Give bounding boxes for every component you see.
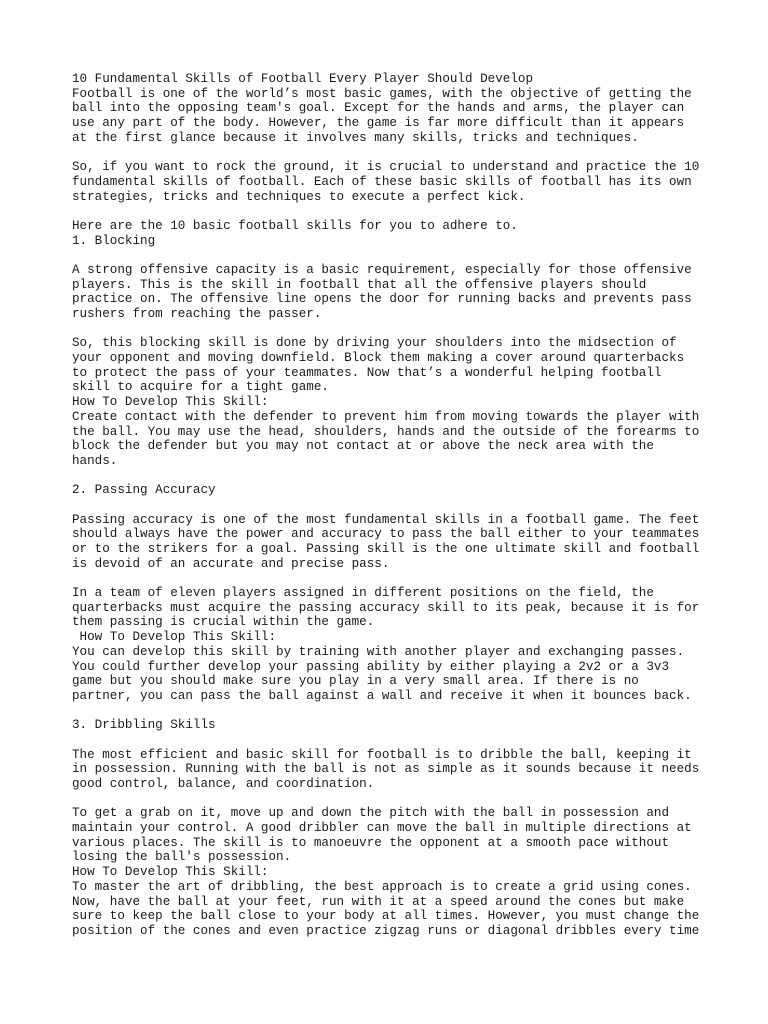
paragraph-spacer	[72, 704, 702, 719]
intro-line: ball into the opposing team's goal. Except for the hands and arms, the player can	[72, 101, 685, 116]
dribbling-paragraph-line: losing the ball's possession.	[72, 850, 292, 865]
blocking-paragraph-line: to protect the pass of your teammates. Now that’s a wonderful helping football	[72, 365, 662, 380]
paragraph-spacer	[72, 322, 702, 337]
dribbling-howto-line: Now, have the ball at your feet, run with it at a speed around the cones but make	[72, 894, 685, 909]
blocking-howto-line: Create contact with the defender to prevent him from moving towards the player with	[72, 409, 700, 424]
intro2-line: So, if you want to rock the ground, it is crucial to understand and practice the 10	[72, 160, 700, 175]
blocking-howto-line: the ball. You may use the head, shoulders, hands and the outside of the forearms to	[72, 424, 700, 439]
passing-paragraph-line: or to the strikers for a goal. Passing skill is the one ultimate skill and football	[72, 542, 700, 556]
passing-paragraph-line: them passing is crucial within the game.	[72, 615, 375, 630]
paragraph-spacer	[72, 204, 702, 219]
document-title: 10 Fundamental Skills of Football Every Player Should Develop	[72, 72, 534, 86]
dribbling-paragraph-line: various places. The skill is to manoeuvre the opponent at a smooth pace without	[72, 835, 670, 850]
blocking-paragraph-line: players. This is the skill in football that all the offensive players should	[72, 277, 647, 292]
passing-howto-line: game but you should make sure you play in a very small area. If there is no	[72, 674, 639, 689]
blocking-paragraph-line: So, this blocking skill is done by driving your shoulders into the midsection of	[72, 336, 677, 351]
dribbling-paragraph-line: good control, balance, and coordination.	[72, 777, 375, 791]
how-to-develop-heading: How To Develop This Skill:	[72, 395, 269, 410]
intro2-line: strategies, tricks and techniques to execute a perfect kick.	[72, 189, 526, 204]
document-page	[72, 72, 702, 939]
intro-line: Football is one of the world’s most basic games, with the objective of getting the	[72, 86, 692, 101]
dribbling-paragraph-line: maintain your control. A good dribbler can move the ball in multiple directions at	[72, 821, 692, 836]
list-intro: Here are the 10 basic football skills for you to adhere to.	[72, 218, 518, 233]
blocking-paragraph-line: rushers from reaching the passer.	[72, 307, 322, 321]
dribbling-paragraph-line: in possession. Running with the ball is not as simple as it sounds because it needs	[72, 762, 700, 777]
paragraph-spacer	[72, 248, 702, 263]
paragraph-spacer	[72, 792, 702, 807]
dribbling-paragraph-line: The most efficient and basic skill for football is to dribble the ball, keeping it	[72, 747, 692, 762]
section-heading-passing: 2. Passing Accuracy	[72, 483, 216, 498]
dribbling-paragraph-line: To get a grab on it, move up and down the pitch with the ball in possession and	[72, 806, 670, 821]
passing-paragraph-line: quarterbacks must acquire the passing accuracy skill to its peak, because it is for	[72, 600, 700, 615]
passing-paragraph-line: is devoid of an accurate and precise pass.	[72, 556, 390, 571]
blocking-paragraph-line: practice on. The offensive line opens the door for running backs and prevents pass	[72, 292, 692, 307]
intro-line: at the first glance because it involves many skills, tricks and techniques.	[72, 130, 639, 145]
dribbling-howto-line: To master the art of dribbling, the best approach is to create a grid using cones.	[72, 879, 692, 894]
passing-howto-line: You could further develop your passing ability by either playing a 2v2 or a 3v3	[72, 659, 670, 674]
passing-howto-line: You can develop this skill by training with another player and exchanging passes.	[72, 644, 685, 659]
passing-paragraph-line: Passing accuracy is one of the most fundamental skills in a football game. The feet	[72, 512, 700, 527]
section-heading-blocking: 1. Blocking	[72, 233, 156, 248]
blocking-howto-line: hands.	[72, 453, 118, 468]
passing-paragraph-line: should always have the power and accuracy to pass the ball either to your teammates	[72, 527, 700, 542]
paragraph-spacer	[72, 469, 702, 484]
paragraph-spacer	[72, 498, 702, 513]
blocking-paragraph-line: A strong offensive capacity is a basic requirement, especially for those offensive	[72, 262, 692, 277]
how-to-develop-heading: How To Develop This Skill:	[72, 630, 277, 645]
intro2-line: fundamental skills of football. Each of these basic skills of football has its own	[72, 174, 692, 189]
blocking-paragraph-line: your opponent and moving downfield. Block them making a cover around quarterbacks	[72, 351, 685, 366]
passing-howto-line: partner, you can pass the ball against a wall and receive it when it bounces back.	[72, 688, 692, 703]
intro-line: use any part of the body. However, the game is far more difficult than it appears	[72, 116, 685, 131]
paragraph-spacer	[72, 733, 702, 748]
how-to-develop-heading: How To Develop This Skill:	[72, 865, 269, 880]
blocking-paragraph-line: skill to acquire for a tight game.	[72, 380, 329, 395]
paragraph-spacer	[72, 145, 702, 160]
dribbling-howto-line: sure to keep the ball close to your body at all times. However, you must change the	[72, 909, 700, 924]
section-heading-dribbling: 3. Dribbling Skills	[72, 718, 216, 733]
passing-paragraph-line: In a team of eleven players assigned in different positions on the field, the	[72, 586, 654, 601]
dribbling-howto-line: position of the cones and even practice zigzag runs or diagonal dribbles every time	[72, 923, 700, 938]
paragraph-spacer	[72, 571, 702, 586]
blocking-howto-line: block the defender but you may not contact at or above the neck area with the	[72, 439, 654, 454]
